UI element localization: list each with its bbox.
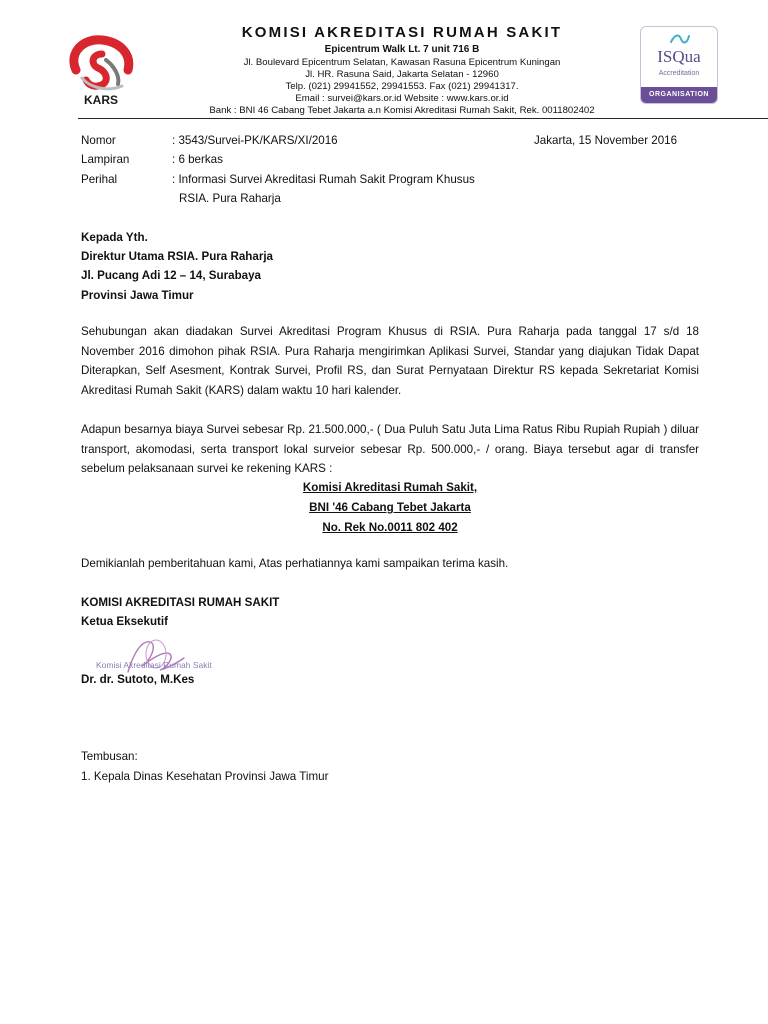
recipient-line-4: Provinsi Jawa Timur: [81, 289, 194, 302]
signatory-title: Ketua Eksekutif: [81, 615, 168, 628]
account-bank: BNI '46 Cabang Tebet Jakarta: [309, 501, 471, 514]
signatory-org: KOMISI AKREDITASI RUMAH SAKIT: [81, 596, 280, 609]
isqua-accreditation-badge: [640, 26, 718, 104]
isqua-wave-icon: [669, 32, 691, 46]
perihal-value-2: RSIA. Pura Raharja: [179, 192, 281, 205]
nomor-label: Nomor: [81, 134, 116, 147]
header-street: Jl. Boulevard Epicentrum Selatan, Kawasan Rasuna Epicentrum Kuningan: [243, 57, 561, 68]
body-paragraph-1: Sehubungan akan diadakan Survei Akreditasi Program Khusus di RSIA. Pura Raharja pada tanggal 17 s/d 18 November 2016 dimohon pihak RSIA. Pura Raharja mengirimkan Aplikasi Survei, Standar yang diajukan Tidak Dapat Diterapkan, Self Asesment, Kontrak Survei, Profil RS, dan Surat Pernyataan Direktur RS kepada Sekretariat Komisi Akreditasi Rumah Sakit (KARS) dalam waktu 10 hari kalender.: [81, 325, 699, 397]
signatory-name: Dr. dr. Sutoto, M.Kes: [81, 673, 195, 686]
recipient-line-3: Jl. Pucang Adi 12 – 14, Surabaya: [81, 269, 261, 282]
isqua-band: ORGANISATION: [641, 87, 717, 103]
stamp-text: Komisi Akreditasi Rumah Sakit: [96, 660, 212, 670]
isqua-name: ISQua: [657, 47, 701, 66]
header-road: Jl. HR. Rasuna Said, Jakarta Selatan - 12960: [305, 69, 499, 80]
recipient-line-1: Kepada Yth.: [81, 231, 148, 244]
letter-date: Jakarta, 15 November 2016: [534, 134, 678, 147]
cc-item-1: 1. Kepala Dinas Kesehatan Provinsi Jawa Timur: [81, 770, 329, 783]
lampiran-label: Lampiran: [81, 153, 130, 166]
header-divider: [78, 118, 768, 119]
lampiran-value: : 6 berkas: [172, 153, 223, 166]
perihal-label: Perihal: [81, 173, 118, 186]
perihal-value: : Informasi Survei Akreditasi Rumah Sakit Program Khusus: [172, 173, 475, 186]
cc-label: Tembusan:: [81, 750, 138, 763]
account-number: No. Rek No.0011 802 402: [322, 521, 458, 534]
header-phone: Telp. (021) 29941552, 29941553. Fax (021) 29941317.: [285, 81, 519, 92]
logo-text: KARS: [84, 93, 119, 107]
closing-sentence: Demikianlah pemberitahuan kami, Atas perhatiannya kami sampaikan terima kasih.: [81, 557, 509, 570]
organization-name: KOMISI AKREDITASI RUMAH SAKIT: [241, 24, 563, 41]
header-contact: Email : survei@kars.or.id Website : www.kars.or.id: [295, 93, 509, 104]
isqua-subtitle: Accreditation: [658, 70, 700, 77]
nomor-value: : 3543/Survei-PK/KARS/XI/2016: [172, 134, 338, 147]
account-name: Komisi Akreditasi Rumah Sakit,: [302, 481, 478, 494]
recipient-line-2: Direktur Utama RSIA. Pura Raharja: [81, 250, 274, 263]
header-bank: Bank : BNI 46 Cabang Tebet Jakarta a.n Komisi Akreditasi Rumah Sakit, Rek. 0011802402: [209, 105, 595, 116]
body-paragraph-2: Adapun besarnya biaya Survei sebesar Rp. 21.500.000,- ( Dua Puluh Satu Juta Lima Ratus Ribu Rupiah Rupiah ) diluar transport, akomodasi, serta transport lokal surveior sebesar Rp. 500.000,- / orang. Biaya tersebut agar di transfer sebelum pelaksanaan survei ke rekening KARS :: [81, 423, 699, 475]
header-building: Epicentrum Walk Lt. 7 unit 716 B: [324, 44, 480, 55]
